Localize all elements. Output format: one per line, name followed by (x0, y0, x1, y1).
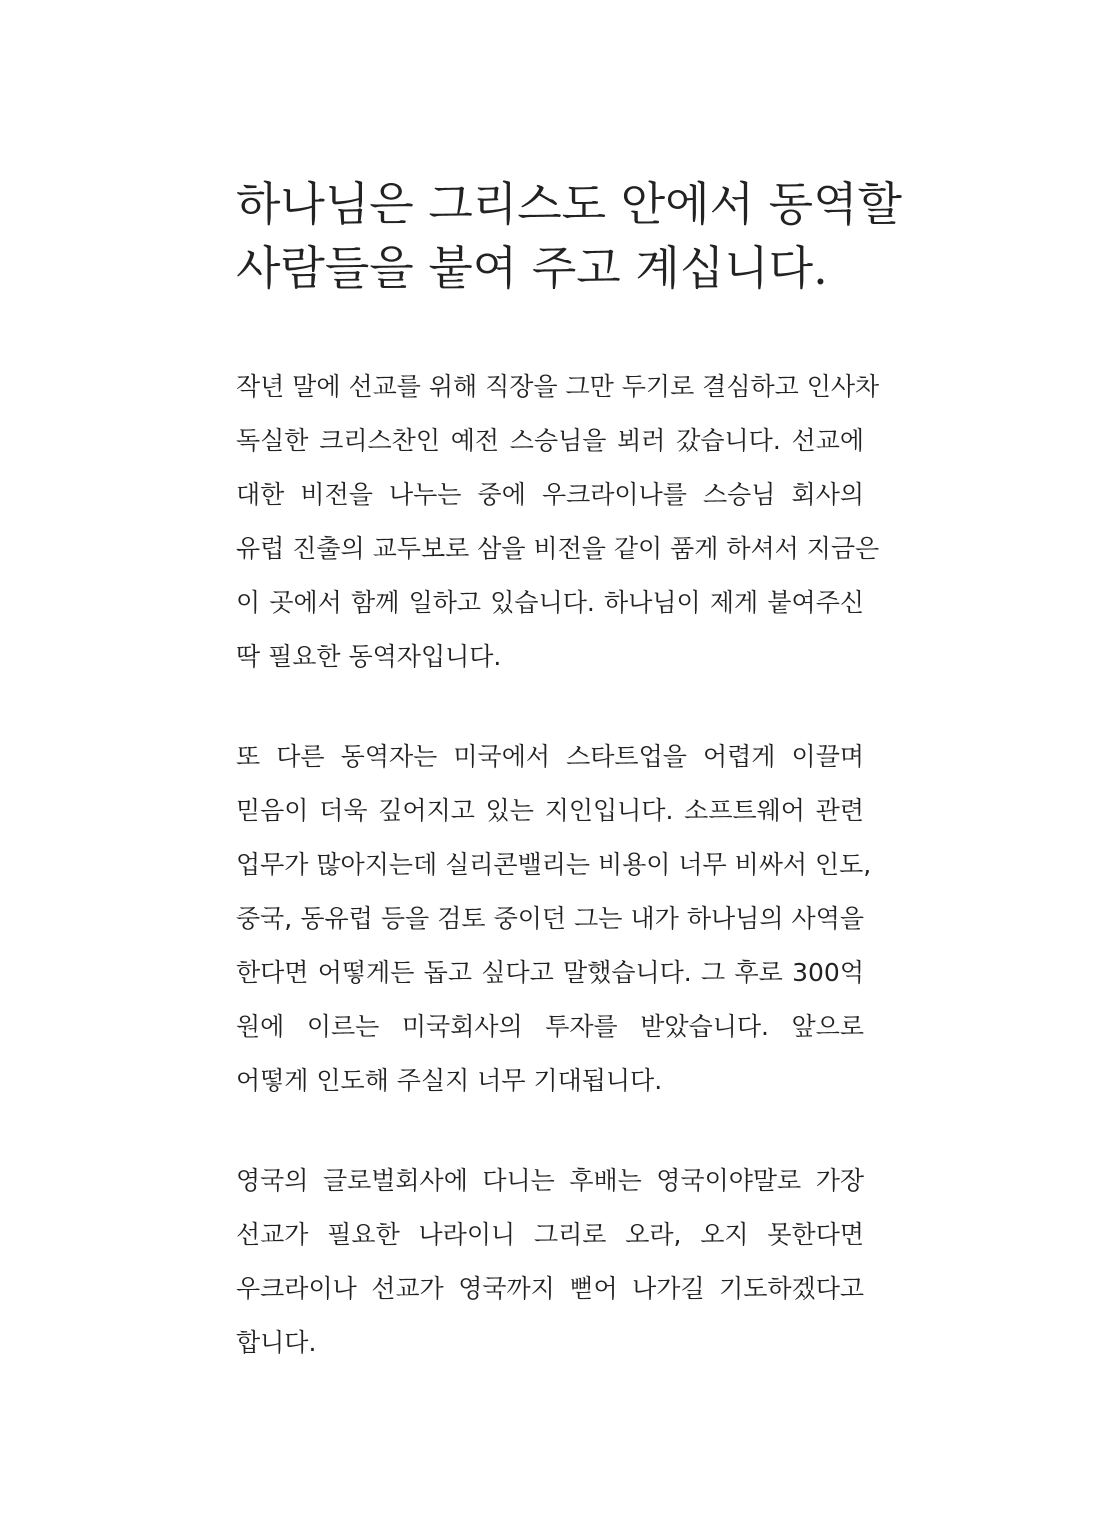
text-line: 이 곳에서 함께 일하고 있습니다. 하나님이 제게 붙여주신 (236, 588, 864, 617)
text-line: 어떻게 인도해 주실지 너무 기대됩니다. (236, 1066, 663, 1095)
text-line: 딱 필요한 동역자입니다. (236, 642, 502, 671)
paragraph-2 (236, 730, 872, 1108)
text-line: 믿음이 더욱 깊어지고 있는 지인입니다. 소프트웨어 관련 (236, 796, 864, 825)
text-line: 또 다른 동역자는 미국에서 스타트업을 어렵게 이끌며 (236, 742, 864, 771)
text-line: 대한 비전을 나누는 중에 우크라이나를 스승님 회사의 (236, 480, 864, 509)
page-title (236, 172, 902, 300)
text-line: 영국의 글로벌회사에 다니는 후배는 영국이야말로 가장 (236, 1166, 864, 1195)
paragraph-1 (236, 360, 880, 684)
text-line: 작년 말에 선교를 위해 직장을 그만 두기로 결심하고 인사차 (236, 372, 880, 401)
text-line: 우크라이나 선교가 영국까지 뻗어 나가길 기도하겠다고 (236, 1274, 864, 1303)
title-line: 하나님은 그리스도 안에서 동역할 (236, 177, 902, 231)
text-line: 합니다. (236, 1328, 317, 1357)
text-line: 중국, 동유럽 등을 검토 중이던 그는 내가 하나님의 사역을 (236, 904, 864, 933)
text-line: 독실한 크리스찬인 예전 스승님을 뵈러 갔습니다. 선교에 (236, 426, 864, 455)
text-line: 유럽 진출의 교두보로 삼을 비전을 같이 품게 하셔서 지금은 (236, 534, 880, 563)
text-line: 업무가 많아지는데 실리콘밸리는 비용이 너무 비싸서 인도, (236, 850, 872, 879)
article-content (236, 172, 902, 1416)
text-line: 한다면 어떻게든 돕고 싶다고 말했습니다. 그 후로 300억 (236, 958, 864, 987)
paragraph-3 (236, 1154, 864, 1370)
title-line: 사람들을 붙여 주고 계십니다. (236, 241, 828, 295)
text-line: 선교가 필요한 나라이니 그리로 오라, 오지 못한다면 (236, 1220, 864, 1249)
text-line: 원에 이르는 미국회사의 투자를 받았습니다. 앞으로 (236, 1012, 864, 1041)
